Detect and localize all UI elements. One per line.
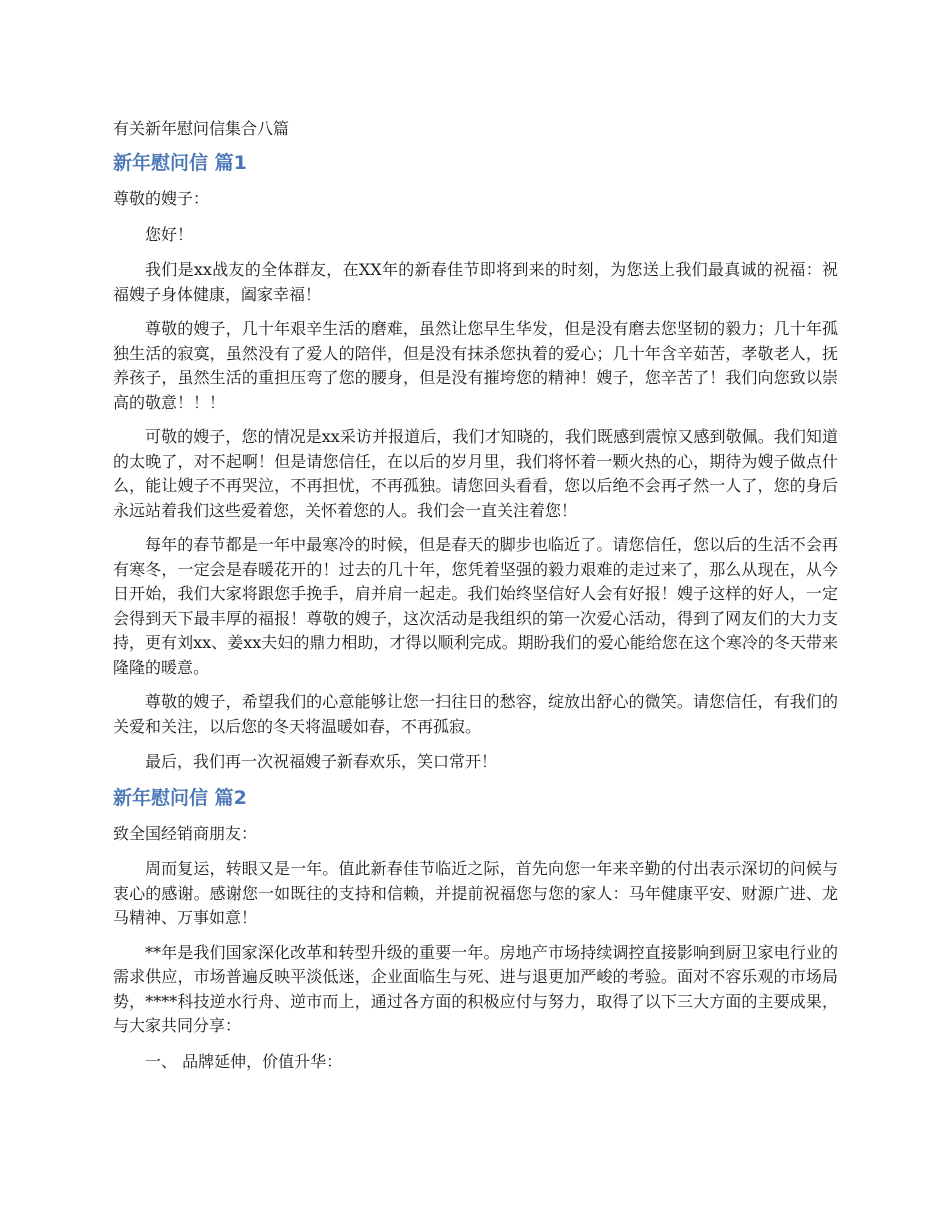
section-1-paragraph: 您好！ [145, 225, 194, 244]
section-1-paragraph: 我们是xx战友的全体群友，在XX年的新春佳节即将到来的时刻，为您送上我们最真诚的祝福：祝福嫂子身体健康，阖家幸福！ [113, 260, 838, 304]
section-2-paragraph: 一、 品牌延伸，价值升华： [145, 1051, 343, 1071]
section-2-salutation: 致全国经销商朋友： [113, 824, 258, 843]
section-2-paragraph: 周而复运，转眼又是一年。值此新春佳节临近之际，首先向您一年来辛勤的付出表示深切的问候与衷心的感谢。感谢您一如既往的支持和信赖，并提前祝福您与您的家人：马年健康平安、财源广进、龙马精神、万事如意！ [113, 859, 838, 927]
section-1-paragraph: 尊敬的嫂子，几十年艰辛生活的磨难，虽然让您早生华发，但是没有磨去您坚韧的毅力；几十年孤独生活的寂寞，虽然没有了爱人的陪伴，但是没有抹杀您执着的爱心；几十年含辛茹苦，孝敬老人，抚养孩子，虽然生活的重担压弯了您的腰身，但是没有摧垮您的精神！嫂子，您辛苦了！我们向您致以崇高的敬意！！！ [113, 319, 838, 412]
section-heading-2: 新年慰问信 篇2 [113, 787, 247, 809]
section-2-paragraph: **年是我们国家深化改革和转型升级的重要一年。房地产市场持续调控直接影响到厨卫家电行业的需求供应，市场普遍反映平淡低迷，企业面临生与死、进与退更加严峻的考验。面对不容乐观的市场局势，****科技逆水行舟、逆市而上，通过各方面的积极应付与努力，取得了以下三大方面的主要成果，与大家共同分享： [113, 942, 838, 1035]
section-1-paragraph: 每年的春节都是一年中最寒冷的时候，但是春天的脚步也临近了。请您信任，您以后的生活不会再有寒冬，一定会是春暖花开的！过去的几十年，您凭着坚强的毅力艰难的走过来了，那么从现在，从今日开始，我们大家将跟您手挽手，肩并肩一起走。我们始终坚信好人会有好报！嫂子这样的好人，一定会得到天下最丰厚的福报！尊敬的嫂子，这次活动是我组织的第一次爱心活动，得到了网友们的大力支持，更有刘xx、姜xx夫妇的鼎力相助，才得以顺利完成。期盼我们的爱心能给您在这个寒冷的冬天带来隆隆的暖意。 [113, 535, 838, 677]
section-1-salutation: 尊敬的嫂子： [113, 189, 210, 208]
section-heading-1: 新年慰问信 篇1 [113, 152, 247, 174]
section-1-paragraph: 尊敬的嫂子，希望我们的心意能够让您一扫往日的愁容，绽放出舒心的微笑。请您信任，有我们的关爱和关注，以后您的冬天将温暖如春，不再孤寂。 [113, 692, 838, 736]
section-1-paragraph: 可敬的嫂子，您的情况是xx采访并报道后，我们才知晓的，我们既感到震惊又感到敬佩。我们知道的太晚了，对不起啊！但是请您信任，在以后的岁月里，我们将怀着一颗火热的心，期待为嫂子做点什么，能让嫂子不再哭泣，不再担忧，不再孤独。请您回头看看，您以后绝不会再孑然一人了，您的身后永远站着我们这些爱着您，关怀着您的人。我们会一直关注着您！ [113, 427, 838, 520]
document-title: 有关新年慰问信集合八篇 [113, 119, 290, 138]
document-page [113, 118, 838, 1085]
section-1-paragraph: 最后，我们再一次祝福嫂子新春欢乐，笑口常开！ [145, 752, 498, 771]
